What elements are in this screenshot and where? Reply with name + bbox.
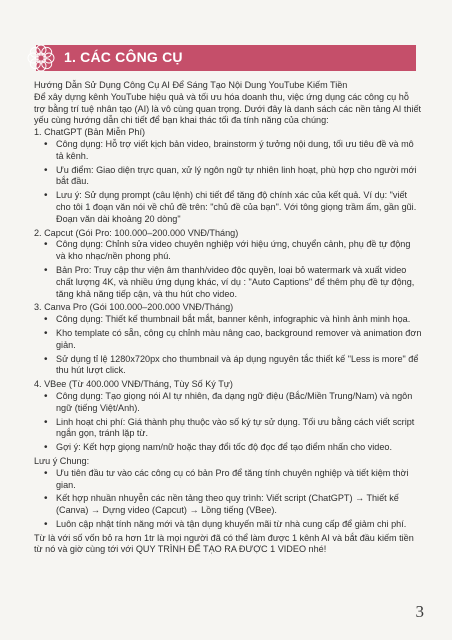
notes-bullet: • Luôn cập nhật tính năng mới và tận dụng khuyến mãi từ nhà cung cấp để giảm chi phí. bbox=[56, 519, 422, 531]
content-body bbox=[34, 80, 422, 556]
notes-bullet-list bbox=[34, 468, 422, 531]
closing-paragraph: Từ là với số vốn bỏ ra hơn 1tr là mọi người đã có thể làm được 1 kênh AI và bắt đầu kiếm tiền từ nó và giờ cùng tới với QUY TRÌNH ĐỂ TẠO RA ĐƯỢC 1 VIDEO nhé! bbox=[34, 532, 414, 555]
tool-bullet-list bbox=[34, 139, 422, 226]
tool-bullet: • Công dụng: Chỉnh sửa video chuyên nghiệp với hiệu ứng, chuyển cảnh, phụ đề tự động và kho nhạc/nền phong phú. bbox=[56, 239, 422, 263]
tool-title: 3. Canva Pro (Gói 100.000–200.000 VNĐ/Tháng) bbox=[34, 302, 234, 313]
flower-ornament-icon bbox=[24, 41, 58, 75]
tool-bullet: • Công dụng: Tạo giọng nói AI tự nhiên, đa dạng ngữ điệu (Bắc/Miền Trung/Nam) và ngôn ngữ (tiếng Việt/Anh). bbox=[56, 391, 422, 415]
notes-bullet: • Ưu tiên đầu tư vào các công cụ có bản Pro để tăng tính chuyên nghiệp và tiết kiệm thời gian. bbox=[56, 468, 422, 492]
tool-bullet: • Linh hoạt chi phí: Giá thành phụ thuộc vào số ký tự sử dụng. Tối ưu bằng cách viết script ngắn gọn, tránh lặp từ. bbox=[56, 417, 422, 441]
tool-bullet: • Bản Pro: Truy cập thư viện âm thanh/video độc quyền, loại bỏ watermark và xuất video chất lượng 4K, và nhiều ứng dụng khác, ví dụ : "Auto Captions" để thêm phụ đề tự động, tăng khả năng tiếp cận, và thu hút cho video. bbox=[56, 265, 422, 300]
tool-section bbox=[34, 127, 422, 225]
section-heading: 1. CÁC CÔNG CỤ bbox=[64, 49, 183, 65]
notes-bullet: • Kết hợp nhuần nhuyễn các nền tảng theo quy trình: Viết script (ChatGPT) → Thiết kế (Canva) → Dựng video (Capcut) → Lồng tiếng (VBee). bbox=[56, 493, 422, 517]
tool-bullet: • Ưu điểm: Giao diện trực quan, xử lý ngôn ngữ tự nhiên linh hoạt, phù hợp cho người mới bắt đầu. bbox=[56, 165, 422, 189]
tool-bullet: • Lưu ý: Sử dụng prompt (câu lệnh) chi tiết để tăng độ chính xác của kết quả. Ví dụ: "viết cho tôi 1 đoạn văn nói về chủ đề trên: "chủ đề của bạn". Với tông giọng trầm ấm, gần gũi. Đoạn văn dài khoảng 20 dòng" bbox=[56, 190, 422, 225]
tool-bullet-list bbox=[34, 239, 422, 300]
tool-bullet: • Công dụng: Thiết kế thumbnail bắt mắt, banner kênh, infographic và hình ảnh minh họa. bbox=[56, 314, 422, 326]
intro-text: Để xây dựng kênh YouTube hiệu quả và tối ưu hóa doanh thu, việc ứng dụng các công cụ hỗ trợ bằng trí tuệ nhân tạo (AI) là vô cùng quan trọng. Dưới đây là danh sách các nền tảng AI thiết yếu cùng hướng dẫn chi tiết để bạn khai thác tối đa tính năng của chúng: bbox=[34, 91, 422, 126]
tool-bullet: • Công dụng: Hỗ trợ viết kịch bản video, brainstorm ý tưởng nội dung, tối ưu tiêu đề và mô tả kênh. bbox=[56, 139, 422, 163]
tool-section bbox=[34, 302, 422, 377]
tool-section bbox=[34, 228, 422, 301]
tool-bullet: • Kho template có sẵn, công cụ chỉnh màu nâng cao, background remover và animation đơn giản. bbox=[56, 328, 422, 352]
general-notes bbox=[34, 456, 422, 531]
tool-title: 1. ChatGPT (Bản Miễn Phí) bbox=[34, 127, 146, 138]
intro-title: Hướng Dẫn Sử Dụng Công Cụ AI Để Sáng Tạo Nội Dung YouTube Kiếm Tiền bbox=[34, 80, 348, 90]
tool-title: 4. VBee (Từ 400.000 VNĐ/Tháng, Tùy Số Ký Tự) bbox=[34, 379, 233, 390]
page-number: 3 bbox=[415, 602, 424, 621]
notes-title: Lưu ý Chung: bbox=[34, 455, 90, 466]
tool-bullet: • Sử dụng tỉ lệ 1280x720px cho thumbnail và áp dụng nguyên tắc thiết kế "Less is more" để thu hút lượt click. bbox=[56, 354, 422, 378]
tool-bullet-list bbox=[34, 314, 422, 377]
tool-bullet-list bbox=[34, 391, 422, 454]
tool-bullet: • Gợi ý: Kết hợp giọng nam/nữ hoặc thay đổi tốc độ đọc để tạo điểm nhấn cho video. bbox=[56, 442, 422, 454]
tool-section bbox=[34, 379, 422, 454]
tool-title: 2. Capcut (Gói Pro: 100.000–200.000 VNĐ/Tháng) bbox=[34, 227, 239, 238]
